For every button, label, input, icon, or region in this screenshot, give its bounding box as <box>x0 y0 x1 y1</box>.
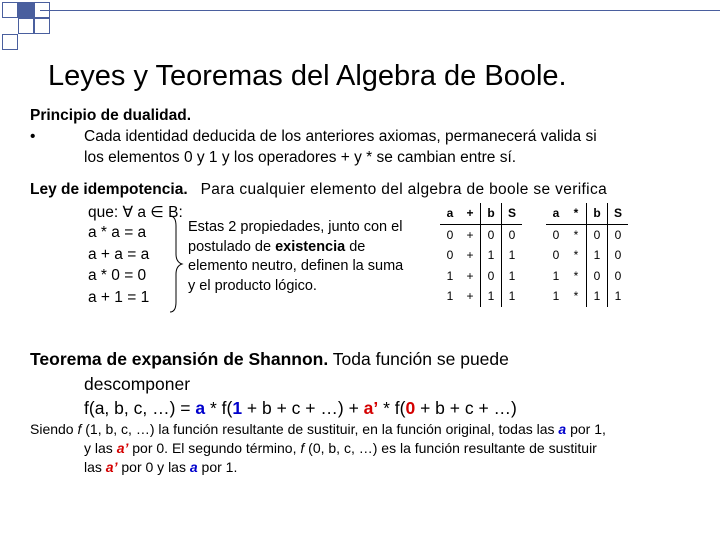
and-table-cell: 0 <box>608 224 629 245</box>
or-table-cell: 1 <box>481 245 502 266</box>
shannon-line-1 <box>30 349 509 370</box>
and-table-cell: 0 <box>608 266 629 287</box>
formula-one: 1 <box>232 398 243 418</box>
shannon-formula: f(a, b, c, …) = a * f(1 + b + c + …) + a’ * f(0 + b + c + …) <box>84 398 517 418</box>
duality-heading: Principio de dualidad. <box>30 107 192 124</box>
siendo-line-3: las a’ por 0 y las a por 1. <box>84 459 238 475</box>
and-truth-table <box>546 203 628 307</box>
and-table-cell: 1 <box>608 286 629 307</box>
or-table-cell: + <box>466 227 474 242</box>
and-table-cell: 1 <box>552 268 560 283</box>
and-table-row <box>546 286 628 307</box>
note-line-1: Estas 2 propiedades, junto con el <box>188 219 403 235</box>
idempotence-intro: Para cualquier elemento del algebra de boole se verifica <box>200 181 608 198</box>
brace-icon <box>166 214 184 314</box>
note-line-4: y el producto lógico. <box>188 277 317 294</box>
or-table-cell: b <box>481 203 502 224</box>
and-table-cell: * <box>573 289 579 304</box>
and-table-cell: a <box>546 203 566 224</box>
or-table-row <box>440 245 522 266</box>
and-table-cell: 0 <box>587 224 608 245</box>
equation-4: a + 1 = 1 <box>88 289 150 306</box>
and-table-cell: S <box>608 203 629 224</box>
siendo-line-1: Siendo f (1, b, c, …) la función resultante de sustituir, en la función original, todas las a por 1, <box>30 421 606 437</box>
duality-line-1: Cada identidad deducida de los anteriores axiomas, permanecerá valida si <box>84 128 597 145</box>
or-table-cell: 0 <box>446 248 454 263</box>
and-table-row <box>546 245 628 266</box>
and-table-cell: 0 <box>552 248 560 263</box>
idempotence-paragraph <box>30 181 607 199</box>
or-table-cell: + <box>460 203 481 224</box>
or-table-cell: + <box>466 248 474 263</box>
equation-2: a + a = a <box>88 246 150 263</box>
or-table-cell: S <box>502 203 523 224</box>
or-truth-table <box>440 203 522 307</box>
and-table-cell: 0 <box>587 266 608 287</box>
or-table-cell: + <box>466 268 474 283</box>
equation-3: a * 0 = 0 <box>88 267 147 284</box>
duality-line-2: los elementos 0 y 1 y los operadores + y * se cambian entre sí. <box>84 149 517 166</box>
or-table-cell: 0 <box>502 224 523 245</box>
note-existencia: existencia <box>275 238 346 255</box>
or-table-cell: 1 <box>502 286 523 307</box>
page-title: Leyes y Teoremas del Algebra de Boole. <box>48 60 567 92</box>
idempotence-note <box>188 218 403 296</box>
and-table-cell: 1 <box>587 286 608 307</box>
or-table-row <box>440 266 522 287</box>
siendo-line-2: y las a’ por 0. El segundo término, f (0, b, c, …) es la función resultante de sustituir <box>84 440 597 456</box>
duality-bullet: • <box>30 128 36 145</box>
or-table-cell: + <box>466 289 474 304</box>
and-table-cell: 1 <box>587 245 608 266</box>
shannon-heading: Teorema de expansión de Shannon. <box>30 349 329 369</box>
formula-a-neg: a’ <box>363 398 379 418</box>
and-table-cell: * <box>566 203 587 224</box>
and-table-row <box>546 203 628 224</box>
and-table-row <box>546 224 628 245</box>
shannon-text-1: Toda función se puede <box>332 349 509 369</box>
or-table-row <box>440 224 522 245</box>
or-table-cell: 1 <box>446 289 454 304</box>
and-table-cell: 0 <box>608 245 629 266</box>
or-table-cell: 1 <box>502 266 523 287</box>
or-table-cell: 1 <box>502 245 523 266</box>
and-table-cell: * <box>573 248 579 263</box>
or-table-row <box>440 203 522 224</box>
and-table-cell: 0 <box>552 227 560 242</box>
or-table-cell: 0 <box>481 224 502 245</box>
or-table-cell: 0 <box>446 227 454 242</box>
or-table-cell: a <box>440 203 460 224</box>
idempotence-heading: Ley de idempotencia. <box>30 181 188 198</box>
and-table-cell: * <box>573 268 579 283</box>
idempotence-que: que: ∀ a ∈ B: <box>88 204 183 221</box>
shannon-text-2: descomponer <box>84 374 191 394</box>
or-table-cell: 0 <box>481 266 502 287</box>
and-table-cell: * <box>573 227 579 242</box>
and-table-cell: b <box>587 203 608 224</box>
or-table-cell: 1 <box>446 268 454 283</box>
formula-a: a <box>195 398 206 418</box>
note-line-3: elemento neutro, definen la suma <box>188 258 404 274</box>
or-table-cell: 1 <box>481 286 502 307</box>
and-table-cell: 1 <box>552 289 560 304</box>
equation-1: a * a = a <box>88 224 147 241</box>
formula-zero: 0 <box>405 398 416 418</box>
note-line-2: postulado de existencia de <box>188 238 366 255</box>
or-table-row <box>440 286 522 307</box>
and-table-row <box>546 266 628 287</box>
